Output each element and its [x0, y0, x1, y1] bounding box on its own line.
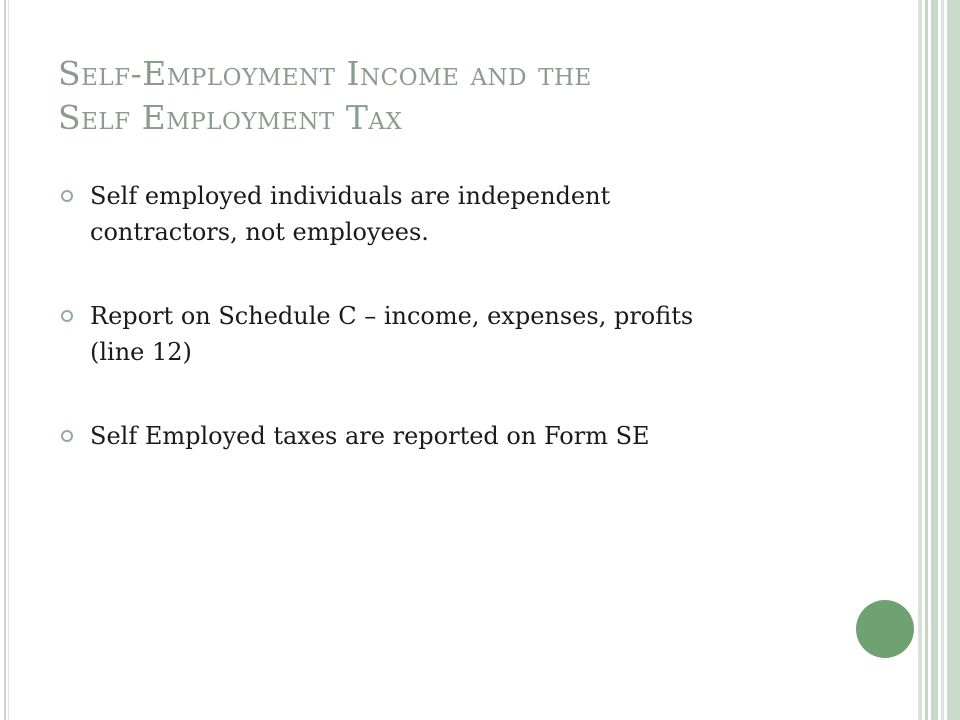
bullet-text-line: Self employed individuals are independent — [90, 182, 611, 210]
bullet-text-line: Self Employed taxes are reported on Form SE — [90, 422, 650, 450]
left-border-inner-line — [8, 0, 9, 720]
green-circle-decoration — [856, 600, 914, 658]
left-border-line — [4, 0, 6, 720]
open-circle-bullet-icon — [60, 189, 74, 203]
right-stripe-4 — [941, 0, 944, 720]
bullet-text-line: (line 12) — [90, 338, 192, 366]
bullet-text-line: contractors, not employees. — [90, 218, 429, 246]
bullet-item — [60, 418, 880, 454]
slide-title-line-2: Self Employment Tax — [58, 98, 403, 137]
bullet-list — [60, 178, 880, 454]
bullet-item — [60, 178, 880, 250]
right-stripe-2 — [925, 0, 928, 720]
right-stripe-3 — [931, 0, 938, 720]
slide-title — [58, 52, 878, 140]
right-stripe-1 — [918, 0, 922, 720]
right-stripe-5 — [947, 0, 960, 720]
slide-title-line-1: Self-Employment Income and the — [58, 54, 592, 93]
bullet-item — [60, 298, 880, 370]
open-circle-bullet-icon — [60, 309, 74, 323]
open-circle-bullet-icon — [60, 429, 74, 443]
bullet-text-line: Report on Schedule C – income, expenses, profits — [90, 302, 694, 330]
